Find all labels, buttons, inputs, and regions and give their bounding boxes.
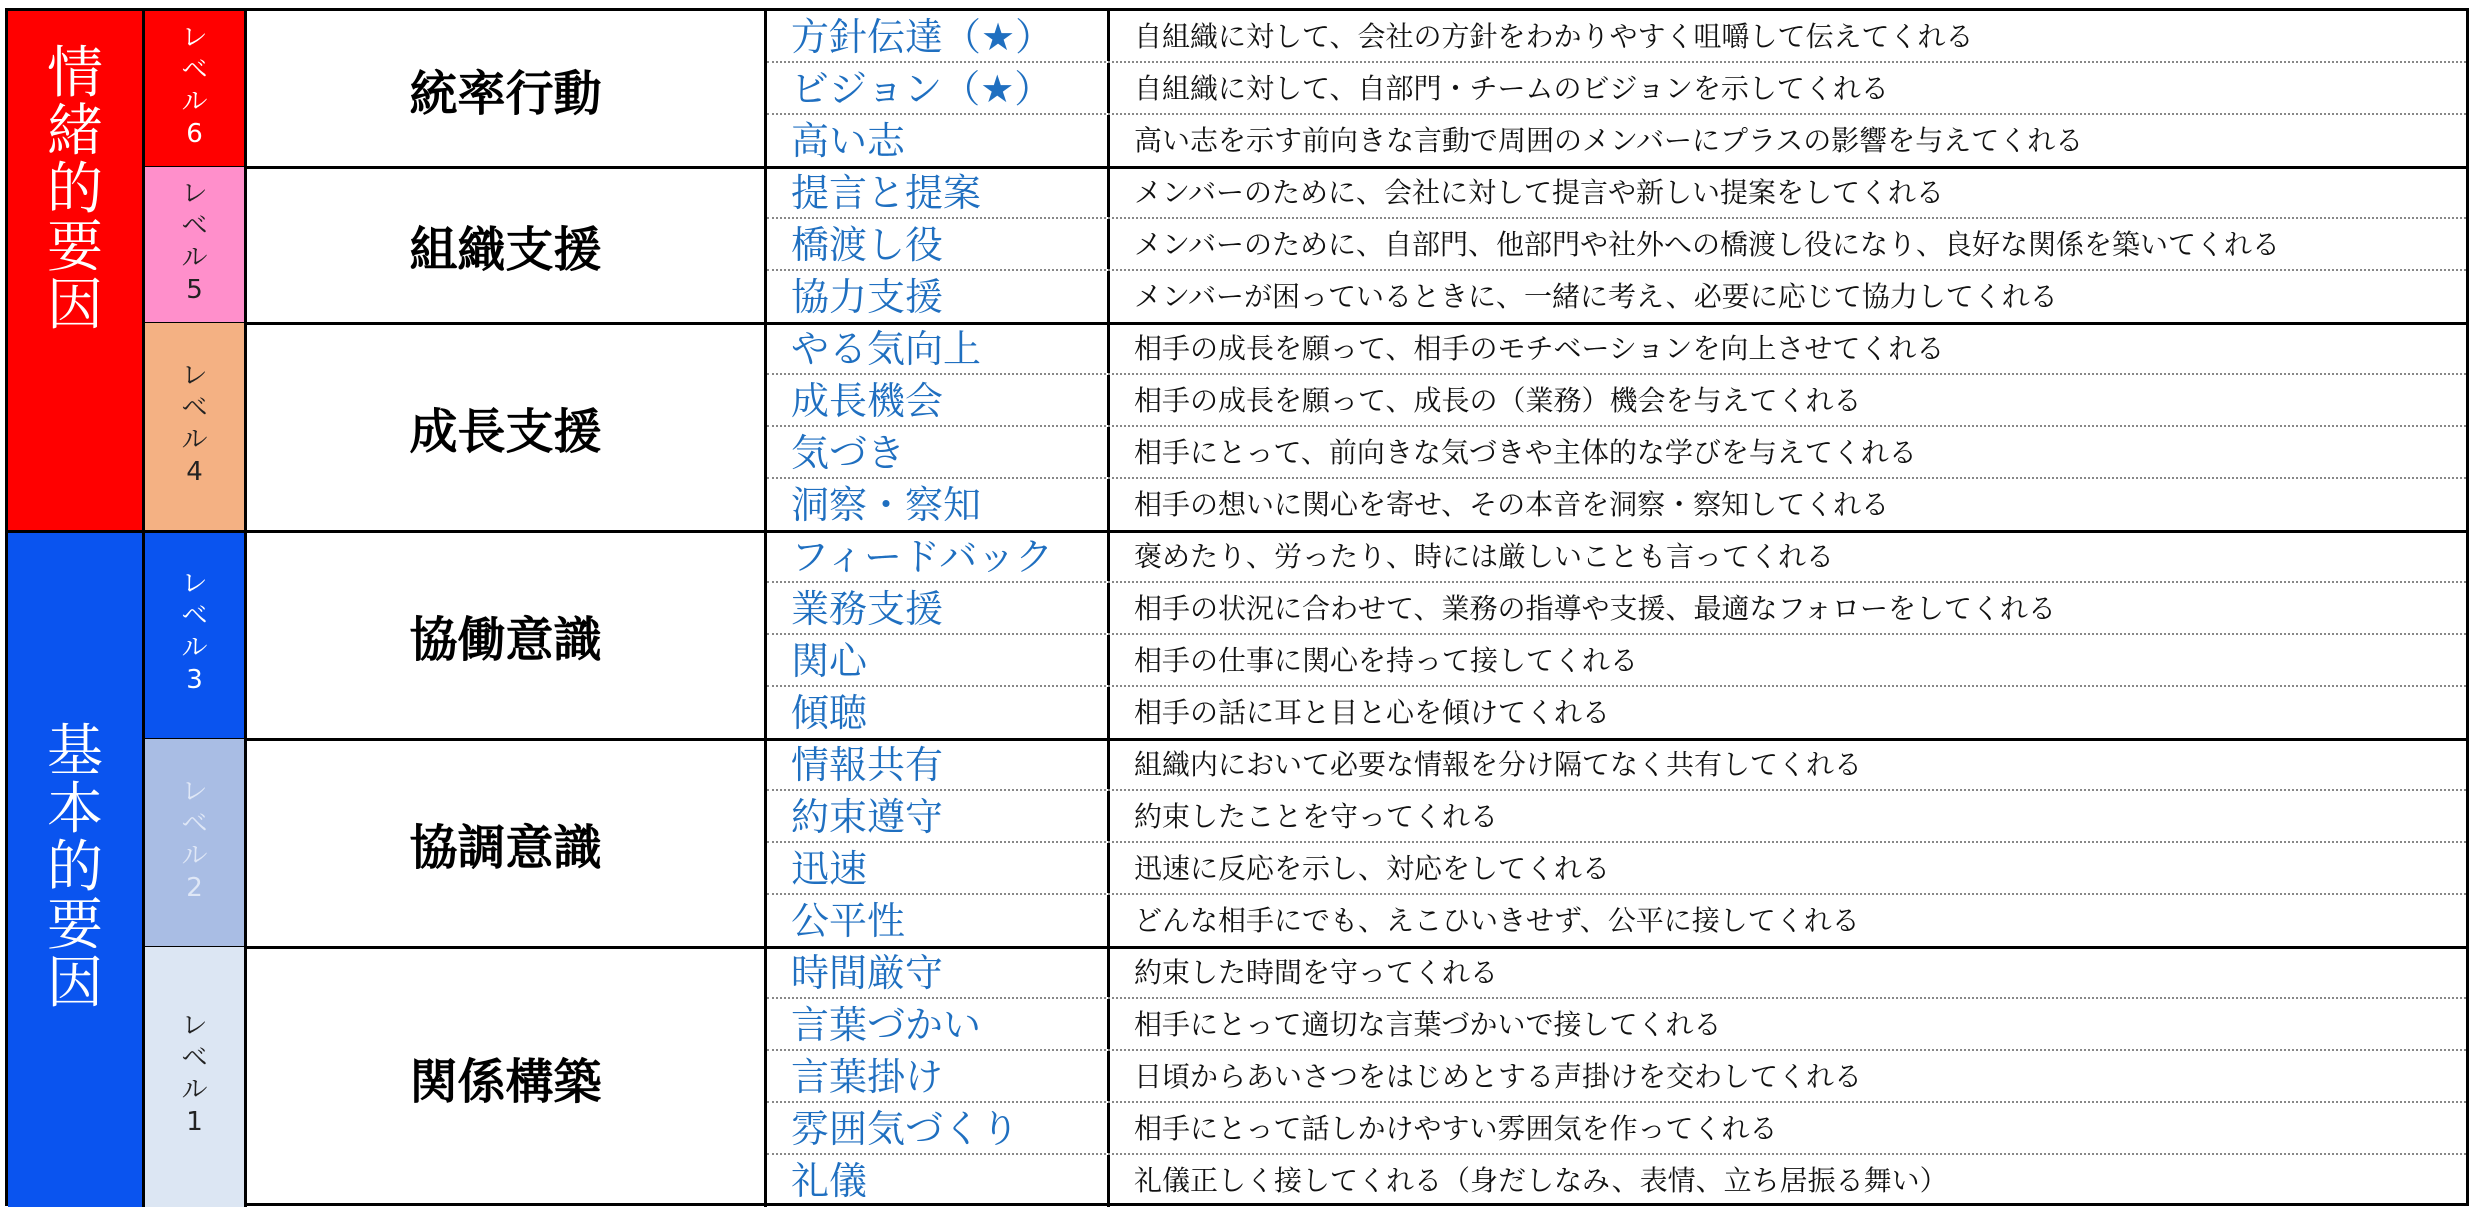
- table-row: [767, 479, 2466, 531]
- description-cell: 日頃からあいさつをはじめとする声掛けを交わしてくれる: [1134, 1060, 1863, 1093]
- keyword-cell: 協力支援: [767, 271, 1110, 323]
- table-row: [767, 11, 2466, 63]
- level-label: [181, 181, 207, 309]
- behavior-title: 協調意識: [247, 739, 767, 947]
- description-cell: 相手の成長を願って、成長の（業務）機会を与えてくれる: [1134, 384, 1862, 417]
- keyword-cell: 約束遵守: [767, 791, 1110, 841]
- behavior-title: 成長支援: [247, 323, 767, 531]
- category-label-char: 情: [47, 41, 103, 106]
- keyword-cell: 礼儀: [767, 1155, 1110, 1207]
- keyword-cell: 方針伝達（★）: [767, 11, 1110, 61]
- table-row: [767, 427, 2466, 479]
- table-row: [767, 947, 2466, 999]
- level-label-char: レ: [181, 23, 208, 53]
- description-cell: 相手にとって適切な言葉づかいで接してくれる: [1134, 1008, 1722, 1041]
- category-label: [47, 41, 103, 338]
- level-label-char: ル: [181, 841, 208, 871]
- level-cell-4: [145, 323, 247, 531]
- category-label-char: 要: [47, 893, 103, 958]
- level-label-char: レ: [181, 777, 208, 807]
- description-cell: メンバーのために、会社に対して提言や新しい提案をしてくれる: [1134, 176, 1945, 209]
- description-cell: 自組織に対して、自部門・チームのビジョンを示してくれる: [1134, 72, 1889, 105]
- table-row: [767, 999, 2466, 1051]
- keyword-cell: 言葉掛け: [767, 1051, 1110, 1101]
- category-label-char: 因: [47, 273, 103, 338]
- category-emotional-factors: [8, 11, 145, 531]
- behavior-title: 組織支援: [247, 167, 767, 323]
- keyword-cell: 関心: [767, 635, 1110, 685]
- table-row: [767, 375, 2466, 427]
- keyword-cell: 傾聴: [767, 687, 1110, 739]
- description-cell: 迅速に反応を示し、対応をしてくれる: [1134, 852, 1611, 885]
- description-cell: 相手の状況に合わせて、業務の指導や支援、最適なフォローをしてくれる: [1134, 592, 2057, 625]
- table-row: [767, 791, 2466, 843]
- description-cell: 相手にとって、前向きな気づきや主体的な学びを与えてくれる: [1134, 436, 1917, 469]
- keyword-cell: 高い志: [767, 115, 1110, 167]
- level-cell-1: [145, 947, 247, 1207]
- table-row: [767, 323, 2466, 375]
- level-label-char: ベ: [181, 55, 208, 85]
- description-cell: 褒めたり、労ったり、時には厳しいことも言ってくれる: [1134, 540, 1835, 573]
- category-label-char: 要: [47, 215, 103, 280]
- level-label-char: ル: [181, 633, 208, 663]
- level-label: [181, 779, 207, 907]
- behavior-title: 協働意識: [247, 531, 767, 739]
- description-cell: 相手の成長を願って、相手のモチベーションを向上させてくれる: [1134, 332, 1945, 365]
- table-row: [767, 271, 2466, 323]
- description-cell: 約束したことを守ってくれる: [1134, 800, 1499, 833]
- level-label-char: 4: [186, 457, 203, 487]
- keyword-cell: 成長機会: [767, 375, 1110, 425]
- description-cell: 相手の仕事に関心を持って接してくれる: [1134, 644, 1639, 677]
- table-row: [767, 531, 2466, 583]
- category-basic-factors: [8, 531, 145, 1207]
- keyword-cell: 公平性: [767, 895, 1110, 947]
- level-label-char: ベ: [181, 1043, 208, 1073]
- leadership-behavior-table: [5, 8, 2469, 1206]
- level-label-char: ル: [181, 87, 208, 117]
- table-row: [767, 843, 2466, 895]
- level-cell-5: [145, 167, 247, 323]
- keyword-cell: やる気向上: [767, 323, 1110, 373]
- keyword-cell: 時間厳守: [767, 947, 1110, 997]
- level-label-char: 6: [186, 119, 203, 149]
- description-cell: 自組織に対して、会社の方針をわかりやすく咀嚼して伝えてくれる: [1134, 20, 1974, 53]
- keyword-cell: ビジョン（★）: [767, 63, 1110, 113]
- level-label-char: レ: [181, 361, 208, 391]
- level-cell-2: [145, 739, 247, 947]
- table-row: [767, 895, 2466, 947]
- table-row: [767, 219, 2466, 271]
- level-label: [181, 571, 207, 699]
- level-label-char: ル: [181, 243, 208, 273]
- behavior-title: 統率行動: [247, 11, 767, 167]
- category-label-char: 緒: [47, 99, 103, 164]
- description-cell: メンバーが困っているときに、一緒に考え、必要に応じて協力してくれる: [1134, 280, 2058, 313]
- category-label-char: 因: [47, 951, 103, 1016]
- table-row: [767, 167, 2466, 219]
- description-cell: 組織内において必要な情報を分け隔てなく共有してくれる: [1134, 748, 1863, 781]
- level-label-char: ベ: [181, 211, 208, 241]
- keyword-cell: フィードバック: [767, 531, 1110, 581]
- table-row: [767, 1051, 2466, 1103]
- description-cell: 相手の想いに関心を寄せ、その本音を洞察・察知してくれる: [1134, 488, 1890, 521]
- level-label-char: ベ: [181, 809, 208, 839]
- keyword-cell: 言葉づかい: [767, 999, 1110, 1049]
- level-cell-6: [145, 11, 247, 167]
- description-cell: 相手にとって話しかけやすい雰囲気を作ってくれる: [1134, 1112, 1778, 1145]
- description-cell: 高い志を示す前向きな言動で周囲のメンバーにプラスの影響を与えてくれる: [1134, 124, 2084, 157]
- level-label-char: ベ: [181, 601, 208, 631]
- level-label: [181, 363, 207, 491]
- table-row: [767, 583, 2466, 635]
- level-label-char: 2: [186, 873, 203, 903]
- table-row: [767, 1103, 2466, 1155]
- level-label: [181, 25, 207, 153]
- category-label-char: 本: [47, 777, 103, 842]
- keyword-cell: 提言と提案: [767, 167, 1110, 217]
- keyword-cell: 洞察・察知: [767, 479, 1110, 531]
- category-label-char: 的: [47, 157, 103, 222]
- table-row: [767, 63, 2466, 115]
- category-label: [47, 719, 103, 1016]
- keyword-cell: 雰囲気づくり: [767, 1103, 1110, 1153]
- category-separator: [8, 530, 2466, 533]
- level-label-char: ル: [181, 425, 208, 455]
- category-label-char: 基: [47, 719, 103, 784]
- level-label-char: 1: [186, 1107, 203, 1137]
- category-label-char: 的: [47, 835, 103, 900]
- description-cell: メンバーのために、自部門、他部門や社外への橋渡し役になり、良好な関係を築いてくれる: [1134, 228, 2281, 261]
- table-row: [767, 739, 2466, 791]
- level-label-char: レ: [181, 1011, 208, 1041]
- table-row: [767, 115, 2466, 167]
- description-cell: 礼儀正しく接してくれる（身だしなみ、表情、立ち居振る舞い）: [1134, 1164, 1948, 1197]
- description-cell: 約束した時間を守ってくれる: [1134, 956, 1499, 989]
- level-label-char: レ: [181, 569, 208, 599]
- level-label-char: ベ: [181, 393, 208, 423]
- table-row: [767, 687, 2466, 739]
- table-row: [767, 1155, 2466, 1207]
- keyword-cell: 橋渡し役: [767, 219, 1110, 269]
- level-label: [181, 1013, 207, 1141]
- level-label-char: レ: [181, 179, 208, 209]
- description-cell: 相手の話に耳と目と心を傾けてくれる: [1134, 696, 1611, 729]
- level-label-char: 5: [186, 275, 203, 305]
- level-cell-3: [145, 531, 247, 739]
- behavior-title: 関係構築: [247, 947, 767, 1207]
- keyword-cell: 気づき: [767, 427, 1110, 477]
- keyword-cell: 業務支援: [767, 583, 1110, 633]
- table-row: [767, 635, 2466, 687]
- level-label-char: ル: [181, 1075, 208, 1105]
- description-cell: どんな相手にでも、えこひいきせず、公平に接してくれる: [1134, 904, 1860, 937]
- level-label-char: 3: [186, 665, 203, 695]
- keyword-cell: 情報共有: [767, 739, 1110, 789]
- keyword-cell: 迅速: [767, 843, 1110, 893]
